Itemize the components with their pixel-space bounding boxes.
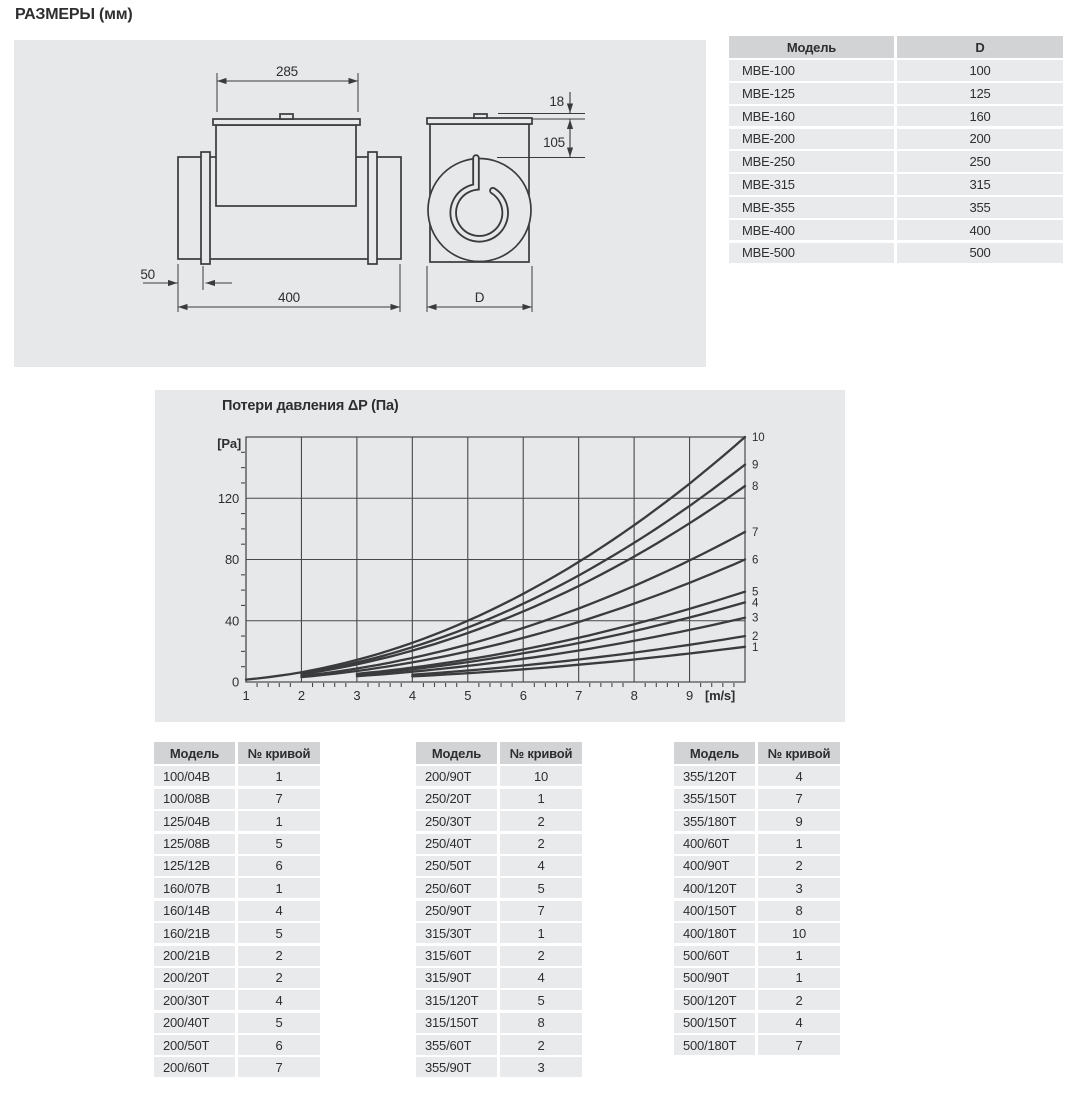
dim-label-D: D [474,290,485,305]
table-header [729,36,1063,58]
model-cell: 250/50T [416,856,497,876]
x-tick-label: 5 [464,688,472,703]
value-cell: 3 [500,1057,582,1077]
model-cell: MBE-355 [729,197,894,218]
curve-label-8: 8 [752,481,759,493]
model-cell: 400/150T [674,901,755,921]
table-row [674,946,840,966]
curve-label-10: 10 [752,432,765,444]
value-cell: 2 [238,946,320,966]
x-tick-label: 4 [408,688,416,703]
model-cell: 400/60T [674,834,755,854]
model-cell: 500/120T [674,990,755,1010]
front-view-lid-handle [474,114,487,118]
y-axis-unit: [Pa] [217,436,241,451]
table-row [416,968,582,988]
value-cell: 7 [758,789,840,809]
value-cell: 5 [238,1013,320,1033]
table-row [154,856,320,876]
table-row [729,106,1063,127]
model-cell: 200/60T [154,1057,235,1077]
curve-label-1: 1 [752,641,759,654]
value-cell: 4 [500,856,582,876]
value-cell: 125 [897,83,1063,104]
table-row [154,923,320,943]
curve-label-6: 6 [752,554,759,567]
header-model: Модель [729,36,894,58]
y-tick-label: 0 [231,674,239,690]
model-cell: 355/60T [416,1035,497,1055]
model-cell: 160/21B [154,923,235,943]
curve-table-2 [416,742,582,1077]
table-row [416,901,582,921]
value-cell: 7 [238,1057,320,1077]
dim-label-18: 18 [549,94,564,109]
table-row [154,766,320,786]
value-cell: 5 [238,923,320,943]
model-cell: MBE-125 [729,83,894,104]
table-header [154,742,320,764]
table-row [416,878,582,898]
value-cell: 4 [758,766,840,786]
model-diameter-table [729,36,1063,263]
value-cell: 2 [758,990,840,1010]
table-row [416,923,582,943]
y-tick-label: 120 [217,490,239,506]
value-cell: 315 [897,174,1063,195]
value-cell: 1 [238,766,320,786]
value-cell: 3 [758,878,840,898]
table-row [154,1035,320,1055]
value-cell: 4 [238,901,320,921]
model-cell: 250/30T [416,811,497,831]
x-tick-label: 3 [353,688,361,703]
model-cell: MBE-250 [729,151,894,172]
table-row [416,789,582,809]
x-axis-unit: [m/s] [704,688,736,703]
value-cell: 7 [758,1035,840,1055]
model-cell: 355/150T [674,789,755,809]
table-row [154,990,320,1010]
header-d: D [897,36,1063,58]
duct-heater-dimension-drawing [14,40,706,367]
value-cell: 6 [238,856,320,876]
table-row [154,811,320,831]
curve-label-5: 5 [752,586,759,599]
curve-4 [357,602,745,674]
table-row [416,1057,582,1077]
table-row [729,60,1063,81]
table-row [416,811,582,831]
header-model: Модель [154,742,235,764]
model-cell: 200/40T [154,1013,235,1033]
curve-10 [246,437,745,680]
value-cell: 355 [897,197,1063,218]
header-curve-number: № кривой [500,742,582,764]
value-cell: 200 [897,129,1063,150]
dimensions-drawing-panel [14,40,706,367]
table-header [416,742,582,764]
model-cell: MBE-100 [729,60,894,81]
table-row [729,220,1063,241]
dim-label-400: 400 [278,290,300,305]
model-cell: 400/180T [674,923,755,943]
header-curve-number: № кривой [758,742,840,764]
model-cell: 200/20T [154,968,235,988]
value-cell: 1 [238,811,320,831]
value-cell: 100 [897,60,1063,81]
table-row [729,243,1063,264]
x-tick-label: 9 [686,688,694,703]
curve-table-1 [154,742,320,1077]
model-cell: 315/90T [416,968,497,988]
curve-label-7: 7 [752,526,759,539]
model-cell: 355/90T [416,1057,497,1077]
model-cell: 500/180T [674,1035,755,1055]
value-cell: 2 [500,811,582,831]
curve-label-2: 2 [752,631,759,644]
model-cell: 400/120T [674,878,755,898]
table-row [154,946,320,966]
table-row [729,151,1063,172]
dim-label-105: 105 [543,135,565,150]
table-row [729,197,1063,218]
model-cell: 250/20T [416,789,497,809]
table-row [154,878,320,898]
value-cell: 1 [758,946,840,966]
page-title: РАЗМЕРЫ (мм) [15,6,133,23]
value-cell: 9 [758,811,840,831]
value-cell: 8 [500,1013,582,1033]
curve-label-3: 3 [752,612,759,625]
x-tick-label: 7 [575,688,583,703]
x-tick-label: 8 [630,688,638,703]
table-row [154,1057,320,1077]
model-cell: 200/21B [154,946,235,966]
model-cell: 200/50T [154,1035,235,1055]
curve-label-9: 9 [752,459,759,472]
table-row [674,1035,840,1055]
table-row [154,834,320,854]
table-row [729,174,1063,195]
model-cell: 400/90T [674,856,755,876]
value-cell: 10 [500,766,582,786]
curve-label-4: 4 [752,597,759,610]
model-cell: 315/150T [416,1013,497,1033]
model-cell: 500/90T [674,968,755,988]
model-cell: 200/90T [416,766,497,786]
header-model: Модель [416,742,497,764]
value-cell: 250 [897,151,1063,172]
table-row [416,1013,582,1033]
value-cell: 2 [758,856,840,876]
value-cell: 5 [500,990,582,1010]
y-tick-label: 40 [224,613,239,629]
table-row [154,1013,320,1033]
value-cell: 8 [758,901,840,921]
table-row [674,878,840,898]
table-header [674,742,840,764]
model-cell: 160/07B [154,878,235,898]
table-row [674,1013,840,1033]
model-cell: 160/14B [154,901,235,921]
value-cell: 1 [500,789,582,809]
model-cell: 355/180T [674,811,755,831]
table-row [674,923,840,943]
value-cell: 1 [500,923,582,943]
table-row [674,901,840,921]
side-view-right-flange [368,152,377,264]
side-view-lid-handle [280,114,293,119]
model-cell: 315/120T [416,990,497,1010]
value-cell: 1 [758,968,840,988]
value-cell: 2 [500,946,582,966]
model-cell: 250/60T [416,878,497,898]
value-cell: 160 [897,106,1063,127]
value-cell: 1 [758,834,840,854]
table-row [416,856,582,876]
value-cell: 5 [500,878,582,898]
table-row [674,811,840,831]
x-tick-label: 1 [242,688,250,703]
model-cell: 250/40T [416,834,497,854]
dim-label-50: 50 [140,267,155,282]
value-cell: 400 [897,220,1063,241]
table-row [674,856,840,876]
value-cell: 7 [238,789,320,809]
model-cell: MBE-400 [729,220,894,241]
y-tick-label: 80 [224,552,239,567]
header-curve-number: № кривой [238,742,320,764]
value-cell: 2 [238,968,320,988]
value-cell: 4 [758,1013,840,1033]
curve-table-3 [674,742,840,1055]
value-cell: 4 [500,968,582,988]
model-cell: MBE-500 [729,243,894,264]
table-row [674,789,840,809]
front-view-lid [427,118,532,124]
model-cell: 125/08B [154,834,235,854]
model-cell: MBE-160 [729,106,894,127]
header-model: Модель [674,742,755,764]
table-row [154,789,320,809]
model-cell: 100/08B [154,789,235,809]
model-cell: 500/60T [674,946,755,966]
x-tick-label: 6 [519,688,527,703]
table-row [416,766,582,786]
model-cell: 100/04B [154,766,235,786]
table-row [729,129,1063,150]
table-row [674,766,840,786]
model-cell: 125/12B [154,856,235,876]
value-cell: 7 [500,901,582,921]
value-cell: 4 [238,990,320,1010]
model-cell: 500/150T [674,1013,755,1033]
table-row [154,968,320,988]
model-cell: 315/30T [416,923,497,943]
table-row [674,834,840,854]
model-cell: 200/30T [154,990,235,1010]
table-row [154,901,320,921]
model-cell: 125/04B [154,811,235,831]
chart-title: Потери давления ΔP (Па) [222,398,399,414]
table-row [416,946,582,966]
pressure-loss-chart-panel [155,390,845,722]
x-tick-label: 2 [297,688,305,703]
table-row [674,968,840,988]
value-cell: 10 [758,923,840,943]
value-cell: 6 [238,1035,320,1055]
model-cell: MBE-315 [729,174,894,195]
table-row [416,834,582,854]
value-cell: 5 [238,834,320,854]
side-view-lid [213,119,360,125]
side-view-left-flange [201,152,210,264]
table-row [729,83,1063,104]
model-cell: MBE-200 [729,129,894,150]
table-row [674,990,840,1010]
table-row [416,1035,582,1055]
model-cell: 355/120T [674,766,755,786]
dim-label-285: 285 [276,64,298,79]
value-cell: 2 [500,1035,582,1055]
pressure-loss-chart [155,390,845,722]
table-row [416,990,582,1010]
model-cell: 315/60T [416,946,497,966]
value-cell: 1 [238,878,320,898]
value-cell: 2 [500,834,582,854]
side-view-terminal-box [216,125,356,206]
model-cell: 250/90T [416,901,497,921]
value-cell: 500 [897,243,1063,264]
